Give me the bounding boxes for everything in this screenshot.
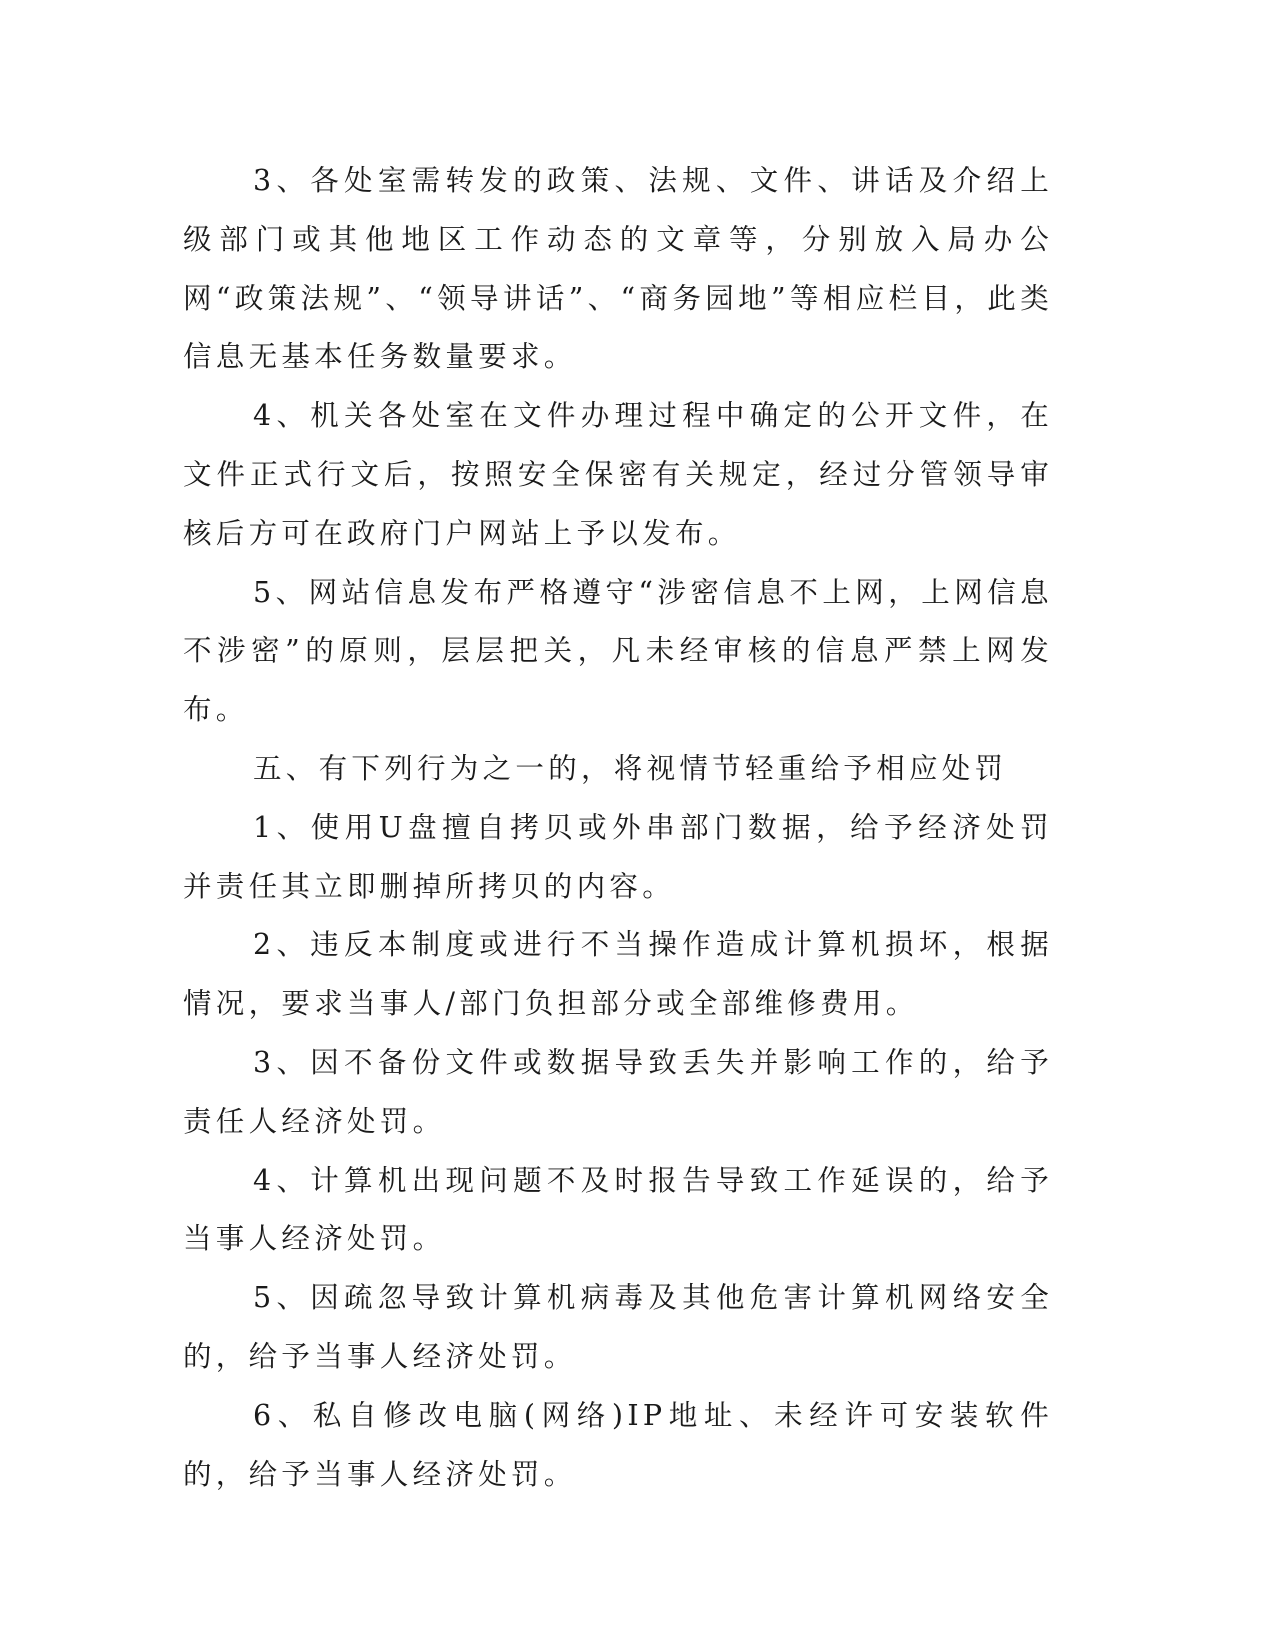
section-heading-penalties: 五、有下列行为之一的，将视情节轻重给予相应处罚 [253,751,1008,785]
penalty-item-usb-copy: 1、使用U盘擅自拷贝或外串部门数据，给予经济处罚并责任其立即删掉所拷贝的内容。 [183,810,1053,903]
penalty-item-computer-damage: 2、违反本制度或进行不当操作造成计算机损坏，根据情况，要求当事人/部门负担部分或全部维修费用。 [183,928,1053,1021]
penalty-item-virus: 5、因疏忽导致计算机病毒及其他危害计算机网络安全的，给予当事人经济处罚。 [183,1281,1053,1373]
penalty-item-late-report: 4、计算机出现问题不及时报告导致工作延误的，给予当事人经济处罚。 [183,1163,1053,1256]
paragraph-confidentiality-principle: 5、网站信息发布严格遵守“涉密信息不上网，上网信息不涉密”的原则，层层把关，凡未经审核的信息严禁上网发布。 [183,575,1053,727]
paragraph-public-documents: 4、机关各处室在文件办理过程中确定的公开文件，在文件正式行文后，按照安全保密有关规定，经过分管领导审核后方可在政府门户网站上予以发布。 [183,399,1053,550]
penalty-item-no-backup: 3、因不备份文件或数据导致丢失并影响工作的，给予责任人经济处罚。 [183,1045,1053,1138]
paragraph-web-info-forwarding: 3、各处室需转发的政策、法规、文件、讲话及介绍上级部门或其他地区工作动态的文章等，分别放入局办公网“政策法规”、“领导讲话”、“商务园地”等相应栏目，此类信息无基本任务数量要求。 [183,164,1053,374]
document-body [183,152,1053,1504]
penalty-item-ip-software: 6、私自修改电脑(网络)IP地址、未经许可安装软件的，给予当事人经济处罚。 [183,1398,1053,1491]
